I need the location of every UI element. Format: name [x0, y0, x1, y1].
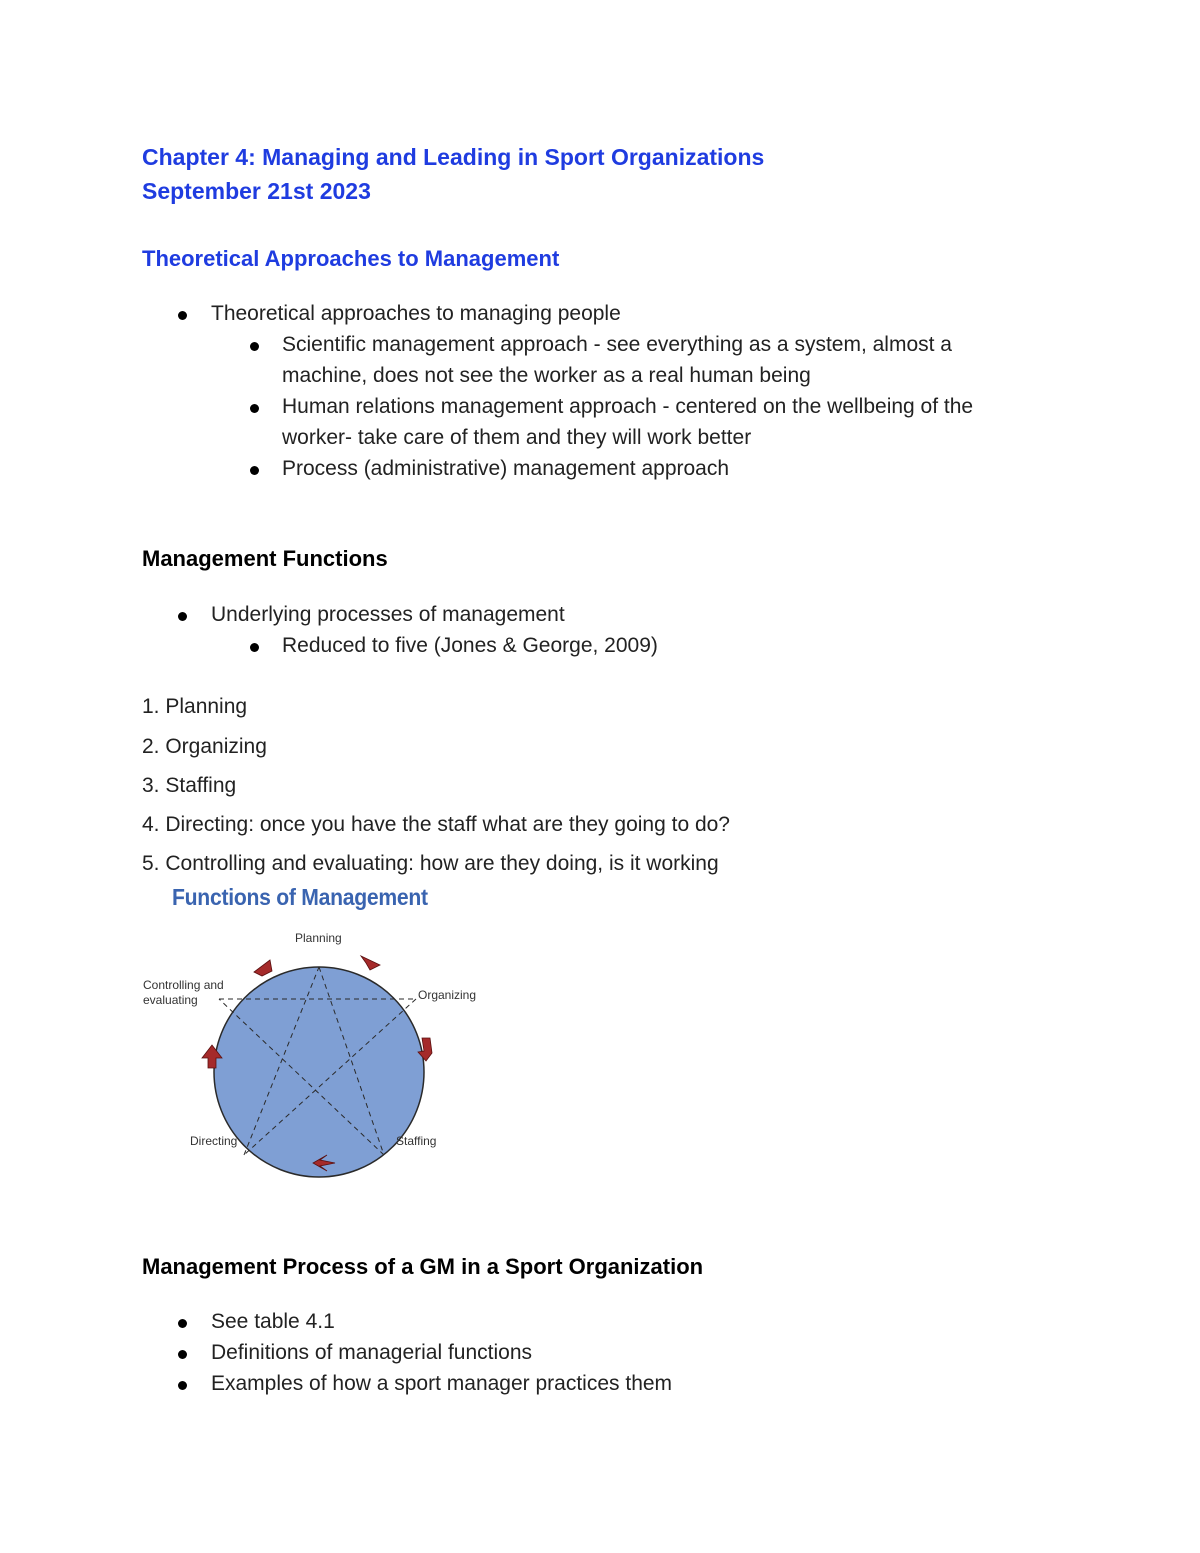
- list-item: Examples of how a sport manager practices them: [211, 1372, 673, 1395]
- numbered-item-controlling: 5. Controlling and evaluating: how are they doing, is it working: [142, 852, 719, 875]
- label-planning: Planning: [295, 931, 342, 945]
- list-item-continuation: machine, does not see the worker as a real human being: [282, 364, 811, 387]
- list-item: Human relations management approach - centered on the wellbeing of the: [282, 395, 974, 418]
- bullet-icon: [178, 311, 187, 320]
- numbered-item-organizing: 2. Organizing: [142, 735, 267, 758]
- numbered-item-staffing: 3. Staffing: [142, 774, 237, 797]
- label-staffing: Staffing: [396, 1134, 437, 1148]
- functions-of-management-diagram: [138, 920, 498, 1180]
- label-controlling: Controlling and: [143, 978, 224, 992]
- bullet-icon: [178, 612, 187, 621]
- list-item-continuation: worker- take care of them and they will work better: [282, 426, 752, 449]
- label-directing: Directing: [190, 1134, 238, 1148]
- section-heading-process: Management Process of a GM in a Sport Organization: [142, 1254, 704, 1279]
- arrow-icon: [254, 960, 272, 976]
- label-evaluating: evaluating: [143, 993, 198, 1007]
- section-heading-theoretical: Theoretical Approaches to Management: [142, 246, 560, 271]
- numbered-item-directing: 4. Directing: once you have the staff what are they going to do?: [142, 813, 730, 836]
- bullet-icon: [178, 1319, 187, 1328]
- bullet-icon: [178, 1350, 187, 1359]
- bullet-icon: [250, 643, 259, 652]
- list-item: Process (administrative) management approach: [282, 457, 730, 480]
- list-item: Underlying processes of management: [211, 603, 565, 626]
- label-organizing: Organizing: [418, 988, 477, 1002]
- bullet-icon: [250, 466, 259, 475]
- arrow-icon: [361, 956, 380, 970]
- list-item: Theoretical approaches to managing people: [211, 302, 621, 325]
- section-heading-functions: Management Functions: [142, 546, 388, 571]
- document-date: September 21st 2023: [142, 178, 371, 204]
- bullet-icon: [178, 1381, 187, 1390]
- list-item: Reduced to five (Jones & George, 2009): [282, 634, 658, 657]
- list-item: Scientific management approach - see everything as a system, almost a: [282, 333, 952, 356]
- figure-title: Functions of Management: [172, 884, 428, 910]
- bullet-icon: [250, 342, 259, 351]
- list-item: Definitions of managerial functions: [211, 1341, 533, 1364]
- document-title: Chapter 4: Managing and Leading in Sport Organizations: [142, 144, 765, 170]
- bullet-icon: [250, 404, 259, 413]
- numbered-item-planning: 1. Planning: [142, 695, 248, 718]
- list-item: See table 4.1: [211, 1310, 335, 1333]
